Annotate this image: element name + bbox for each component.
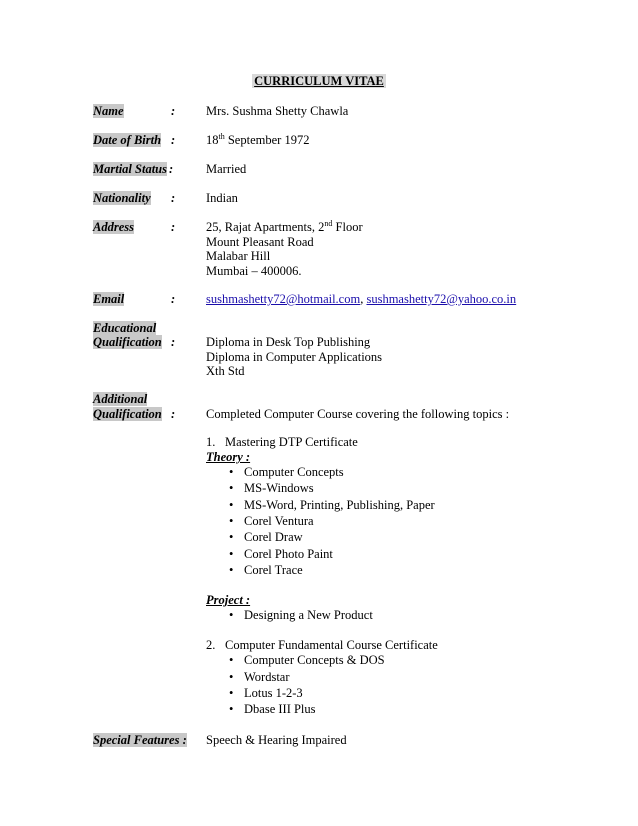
colon: : <box>171 292 176 306</box>
edu-item: Diploma in Desk Top Publishing <box>206 335 371 349</box>
value-name: Mrs. Sushma Shetty Chawla <box>206 104 349 118</box>
course-2-title: Computer Fundamental Course Certificate <box>225 638 438 652</box>
colon: : <box>169 162 174 176</box>
bullet-icon: • <box>229 563 234 577</box>
course-1-number: 1. <box>206 435 216 449</box>
colon: : <box>171 191 176 205</box>
value-dob: 18th September 1972 <box>206 132 310 147</box>
colon: : <box>171 104 176 118</box>
course-1-title: Mastering DTP Certificate <box>225 435 358 449</box>
label-qualification: Qualification <box>93 335 162 349</box>
theory-item: Corel Photo Paint <box>244 547 333 561</box>
label-email: Email <box>93 292 125 306</box>
address-line-3: Malabar Hill <box>206 249 271 263</box>
bullet-icon: • <box>229 686 234 700</box>
value-special-features: Speech & Hearing Impaired <box>206 733 347 747</box>
colon: : <box>171 407 176 421</box>
value-marital-status: Married <box>206 162 247 176</box>
bullet-icon: • <box>229 481 234 495</box>
course-2-number: 2. <box>206 638 216 652</box>
theory-item: Corel Draw <box>244 530 303 544</box>
document-title: CURRICULUM VITAE <box>254 74 384 88</box>
label-nationality: Nationality <box>93 191 151 205</box>
address-line-2: Mount Pleasant Road <box>206 235 314 249</box>
address-line-1: 25, Rajat Apartments, 2nd Floor <box>206 219 363 234</box>
label-educational: Educational <box>93 321 157 335</box>
theory-item: MS-Windows <box>244 481 314 495</box>
course-2-item: Dbase III Plus <box>244 702 316 716</box>
label-additional-qualification: Qualification <box>93 407 162 421</box>
bullet-icon: • <box>229 498 234 512</box>
label-special-features: Special Features : <box>93 733 187 747</box>
colon: : <box>171 335 176 349</box>
bullet-icon: • <box>229 514 234 528</box>
bullet-icon: • <box>229 547 234 561</box>
label-name: Name <box>93 104 124 118</box>
theory-item: Corel Trace <box>244 563 303 577</box>
value-nationality: Indian <box>206 191 238 205</box>
edu-item: Xth Std <box>206 364 245 378</box>
label-dob: Date of Birth <box>93 133 162 147</box>
course-2-item: Lotus 1-2-3 <box>244 686 303 700</box>
course-2-item: Wordstar <box>244 670 290 684</box>
course-2-item: Computer Concepts & DOS <box>244 653 385 667</box>
project-item: Designing a New Product <box>244 608 373 622</box>
theory-item: Corel Ventura <box>244 514 314 528</box>
bullet-icon: • <box>229 465 234 479</box>
address-line-4: Mumbai – 400006. <box>206 264 302 278</box>
colon: : <box>171 220 176 234</box>
email-link-yahoo[interactable]: sushmashetty72@yahoo.co.in <box>366 292 517 306</box>
label-additional: Additional <box>93 392 148 406</box>
project-heading: Project : <box>206 593 251 607</box>
label-address: Address <box>93 220 134 234</box>
theory-item: MS-Word, Printing, Publishing, Paper <box>244 498 435 512</box>
bullet-icon: • <box>229 530 234 544</box>
bullet-icon: • <box>229 702 234 716</box>
additional-intro: Completed Computer Course covering the following topics : <box>206 407 510 421</box>
value-email: sushmashetty72@hotmail.com, sushmashetty72@yahoo.co.in <box>206 292 517 306</box>
label-marital-status: Martial Status <box>93 162 167 176</box>
theory-heading: Theory : <box>206 450 251 464</box>
theory-item: Computer Concepts <box>244 465 344 479</box>
bullet-icon: • <box>229 653 234 667</box>
edu-item: Diploma in Computer Applications <box>206 350 383 364</box>
bullet-icon: • <box>229 608 234 622</box>
colon: : <box>171 133 176 147</box>
email-link-hotmail[interactable]: sushmashetty72@hotmail.com <box>206 292 361 306</box>
bullet-icon: • <box>229 670 234 684</box>
